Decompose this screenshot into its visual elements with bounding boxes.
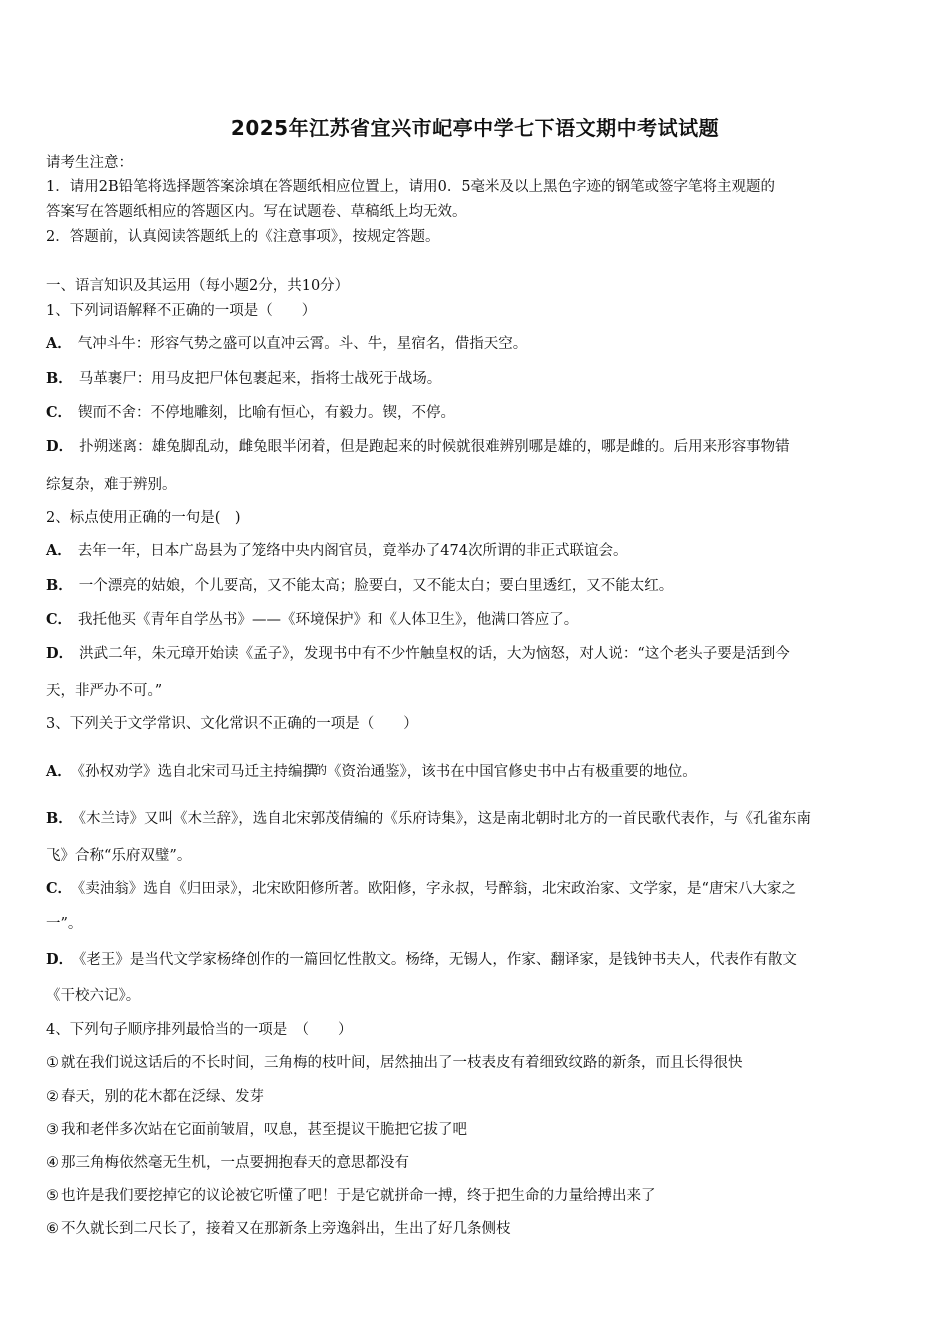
question-1-stem: 1、下列词语解释不正确的一项是（ ） (46, 303, 317, 319)
notice-item-1-line-2: 答案写在答题纸相应的答题区内。写在试题卷、草稿纸上均无效。 (46, 204, 467, 220)
question-3-option-d-continued: 《干校六记》。 (46, 988, 141, 1004)
notice-item-1-line-1: 1．请用2B铅笔将选择题答案涂填在答题纸相应位置上，请用0．5毫米及以上黑色字迹的钢笔或签字笔将主观题的 (46, 179, 776, 195)
item-text: 那三角梅依然毫无生机，一点要拥抱春天的意思都没有 (61, 1155, 409, 1171)
list-item (46, 1219, 908, 1239)
item-text: 春天，别的花木都在泛绿、发芽 (61, 1089, 264, 1105)
option-a-text: 去年一年，日本广岛县为了笼络中央内阁官员，竟举办了474次所谓的非正式联谊会。 (77, 543, 628, 559)
question-1-option-c (46, 403, 908, 423)
option-b-label: B． (46, 577, 73, 594)
option-a-text-before: 《孙权劝学》选自北宋司马迁主持编撰 (77, 764, 318, 780)
option-d-label: D． (46, 645, 74, 662)
question-2-option-d (46, 644, 908, 664)
option-a-label: A． (46, 763, 72, 780)
option-a-text-after: 《资治通鉴》，该书在中国官修史书中占有极重要的地位。 (327, 764, 697, 780)
list-item (46, 1053, 908, 1073)
option-d-label: D． (46, 438, 74, 455)
option-c-text: 我托他买《青年自学丛书》——《环境保护》和《人体卫生》，他满口答应了。 (78, 612, 579, 628)
option-d-label: D． (46, 951, 74, 968)
option-b-text: 一个漂亮的姑娘，个儿要高，又不能太高；脸要白，又不能太白；要白里透红，又不能太红。 (78, 578, 674, 594)
item-text: 就在我们说这话后的不长时间，三角梅的枝叶间，居然抽出了一枝表皮有着细致纹路的新条，而且长得很快 (61, 1055, 743, 1071)
item-number: ③ (46, 1122, 59, 1138)
item-text: 也许是我们要挖掉它的议论被它听懂了吧！于是它就拼命一搏，终于把生命的力量给搏出来了 (61, 1188, 656, 1204)
option-d-text-line-1: 洪武二年，朱元璋开始读《孟子》，发现书中有不少忤触皇权的话，大为恼怒，对人说：“这个老头子要是活到今 (79, 646, 790, 662)
question-3-option-c-continued: 一”。 (46, 916, 83, 932)
item-number: ⑤ (46, 1188, 59, 1204)
question-2-option-a (46, 541, 908, 561)
item-number: ② (46, 1089, 59, 1105)
page-title: 2025年江苏省宜兴市屺亭中学七下语文期中考试试题 (230, 116, 720, 140)
question-1-option-a (46, 334, 908, 354)
option-c-label: C． (46, 880, 73, 897)
question-4-stem: 4、下列句子顺序排列最恰当的一项是 （ ） (46, 1022, 353, 1038)
option-c-text-line-1: 《卖油翁》选自《归田录》，北宋欧阳修所著。欧阳修，字永叔，号醉翁，北宋政治家、文学家，是“唐宋八大家之 (78, 881, 796, 897)
option-a-superscript: 的 (315, 763, 328, 777)
option-b-text: 马革裹尸：用马皮把尸体包裹起来，指将士战死于战场。 (78, 371, 442, 387)
option-a-label: A． (46, 542, 72, 559)
question-2-stem: 2、标点使用正确的一句是( ) (46, 510, 241, 526)
list-item (46, 1120, 908, 1140)
question-3-option-b-continued: 飞》合称“乐府双璧”。 (46, 848, 192, 864)
option-a-text: 气冲斗牛：形容气势之盛可以直冲云霄。斗、牛，星宿名，借指天空。 (77, 336, 528, 352)
question-1-option-d-continued: 综复杂，难于辨别。 (46, 477, 177, 493)
item-text: 我和老伴多次站在它面前皱眉，叹息，甚至提议干脆把它拔了吧 (61, 1122, 467, 1138)
question-2-option-d-continued: 天，非严办不可。” (46, 683, 163, 699)
question-3-option-d (46, 950, 908, 970)
option-a-label: A． (46, 335, 72, 352)
item-number: ① (46, 1055, 59, 1071)
question-3-option-c (46, 879, 908, 899)
notice-item-2: 2．答题前，认真阅读答题纸上的《注意事项》，按规定答题。 (46, 229, 440, 245)
option-d-text-line-1: 《老王》是当代文学家杨绛创作的一篇回忆性散文。杨绛，无锡人，作家、翻译家，是钱钟书夫人，代表作有散文 (79, 952, 797, 968)
list-item (46, 1186, 908, 1206)
option-b-label: B． (46, 370, 73, 387)
question-2-option-c (46, 610, 908, 630)
section-heading: 一、语言知识及其运用（每小题2分，共10分） (46, 278, 350, 294)
list-item (46, 1087, 908, 1107)
option-c-text: 锲而不舍：不停地雕刻，比喻有恒心，有毅力。锲，不停。 (78, 405, 456, 421)
option-b-label: B． (46, 810, 73, 827)
item-number: ④ (46, 1155, 59, 1171)
question-2-option-b (46, 576, 908, 596)
question-3-stem: 3、下列关于文学常识、文化常识不正确的一项是（ ） (46, 716, 418, 732)
option-b-text-line-1: 《木兰诗》又叫《木兰辞》，选自北宋郭茂倩编的《乐府诗集》，这是南北朝时北方的一首民歌代表作，与《孔雀东南 (78, 811, 812, 827)
question-1-option-b (46, 369, 908, 389)
option-c-label: C． (46, 404, 73, 421)
option-c-label: C． (46, 611, 73, 628)
list-item (46, 1153, 908, 1173)
notice-heading: 请考生注意： (46, 155, 133, 171)
question-3-option-a (46, 762, 908, 782)
item-number: ⑥ (46, 1221, 59, 1237)
option-d-text-line-1: 扑朔迷离：雄兔脚乱动，雌兔眼半闭着，但是跑起来的时候就很难辨别哪是雄的，哪是雌的。后用来形容事物错 (79, 439, 790, 455)
item-text: 不久就长到二尺长了，接着又在那新条上旁逸斜出，生出了好几条侧枝 (61, 1221, 511, 1237)
question-3-option-b (46, 809, 908, 829)
question-1-option-d (46, 437, 908, 457)
